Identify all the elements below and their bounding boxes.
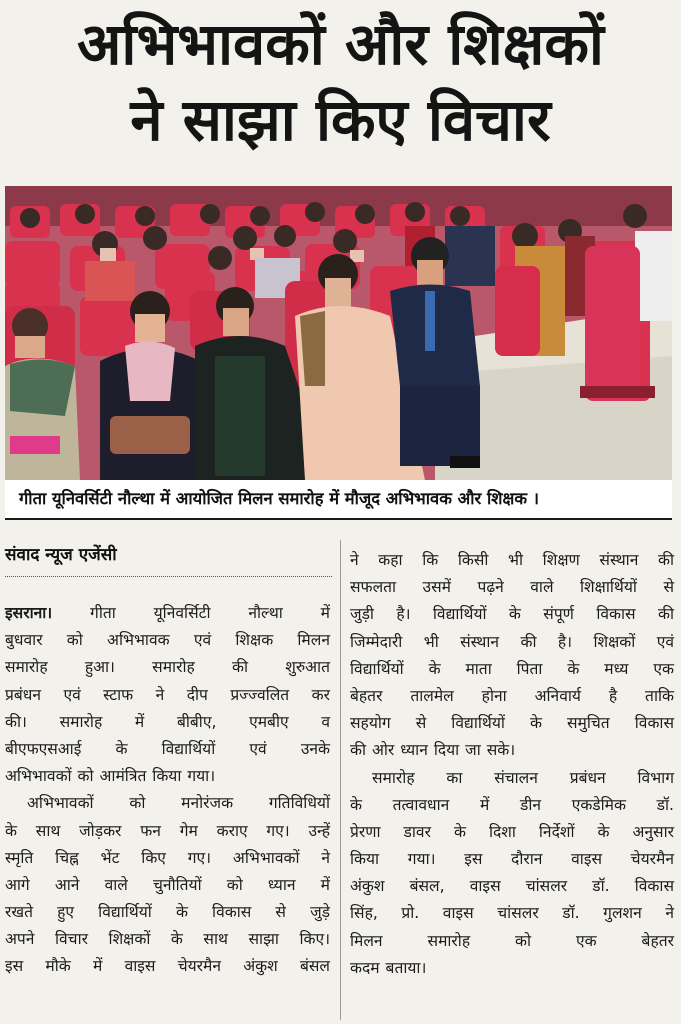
article-column-left: [5, 600, 330, 981]
article-line: समारोह हुआ। समारोह की शुरुआत: [5, 658, 330, 677]
article-line: बेहतर तालमेल होना अनिवार्य है ताकि: [350, 686, 674, 705]
article-line: की। समारोह में बीबीए, एमबीए व: [5, 712, 330, 731]
article-line-text: गीता यूनिवर्सिटी नौल्था में: [52, 604, 330, 622]
article-line: सहयोग से विद्यार्थियों के समुचित विकास: [350, 714, 674, 733]
photo-caption-bar: [5, 480, 672, 520]
article-column-right: [350, 547, 674, 982]
article-line: [5, 600, 330, 627]
article-line: की ओर ध्यान दिया जा सके।: [350, 741, 516, 760]
article-line: बुधवार को अभिभावक एवं शिक्षक मिलन: [5, 631, 330, 650]
article-line: सिंह, प्रो. वाइस चांसलर डॉ. गुलशन ने: [350, 904, 674, 923]
article-line: अभिभावकों को मनोरंजक गतिविधियों: [27, 794, 330, 813]
audience-photo-illustration: [5, 186, 672, 480]
article-line: अंकुश बंसल, वाइस चांसलर डॉ. विकास: [350, 877, 674, 896]
article-line: सफलता उसमें पढ़ने वाले शिक्षार्थियों से: [350, 578, 674, 597]
article-line: के तत्वावधान में डीन एकडेमिक डॉ.: [350, 795, 674, 814]
article-line: विद्यार्थियों के माता पिता के मध्य एक: [350, 659, 674, 678]
article-line: जुड़ी है। विद्यार्थियों के संपूर्ण विकास की: [350, 605, 674, 624]
article-line: ने कहा कि किसी भी शिक्षण संस्थान की: [350, 551, 674, 569]
article-line: प्रबंधन एवं स्टाफ ने दीप प्रज्ज्वलित कर: [5, 685, 330, 704]
article-line: स्मृति चिह्न भेंट किए गए। अभिभावकों ने: [5, 848, 330, 867]
article-line: आगे आने वाले चुनौतियों को ध्यान में: [5, 875, 330, 894]
dateline-place: इसराना।: [5, 604, 53, 622]
article-line: जिम्मेदारी भी संस्थान की है। शिक्षकों एवं: [350, 632, 674, 651]
byline-divider: [5, 576, 332, 577]
article-line: अपने विचार शिक्षकों के साथ साझा किए।: [5, 930, 330, 949]
article-line: प्रेरणा डावर के दिशा निर्देशों के अनुसार: [350, 822, 674, 841]
article-line: मिलन समारोह को एक बेहतर: [350, 931, 674, 950]
article-line: इस मौके में वाइस चेयरमैन अंकुश बंसल: [5, 957, 330, 976]
headline-line-2: ने साझा किए विचार: [130, 86, 551, 154]
article-line: समारोह का संचालन प्रबंधन विभाग: [372, 768, 674, 787]
article-line: किया गया। इस दौरान वाइस चेयरमैन: [350, 850, 674, 869]
article-line: बीएफएसआई के विद्यार्थियों एवं उनके: [5, 739, 330, 758]
headline-line-1: अभिभावकों और शिक्षकों: [77, 10, 604, 78]
article-line: रखते हुए विद्यार्थियों के विकास से जुड़े: [5, 903, 330, 922]
photo-caption: गीता यूनिवर्सिटी नौल्था में आयोजित मिलन समारोह में मौजूद अभिभावक और शिक्षक ।: [19, 489, 540, 508]
article-line: अभिभावकों को आमंत्रित किया गया।: [5, 767, 216, 786]
event-photo: [5, 186, 672, 480]
column-divider: [340, 540, 341, 1020]
byline: संवाद न्यूज एजेंसी: [5, 545, 117, 565]
article-line: के साथ जोड़कर फन गेम कराए गए। उन्हें: [5, 821, 330, 840]
article-line: कदम बताया।: [350, 958, 427, 977]
headline: [0, 6, 681, 158]
